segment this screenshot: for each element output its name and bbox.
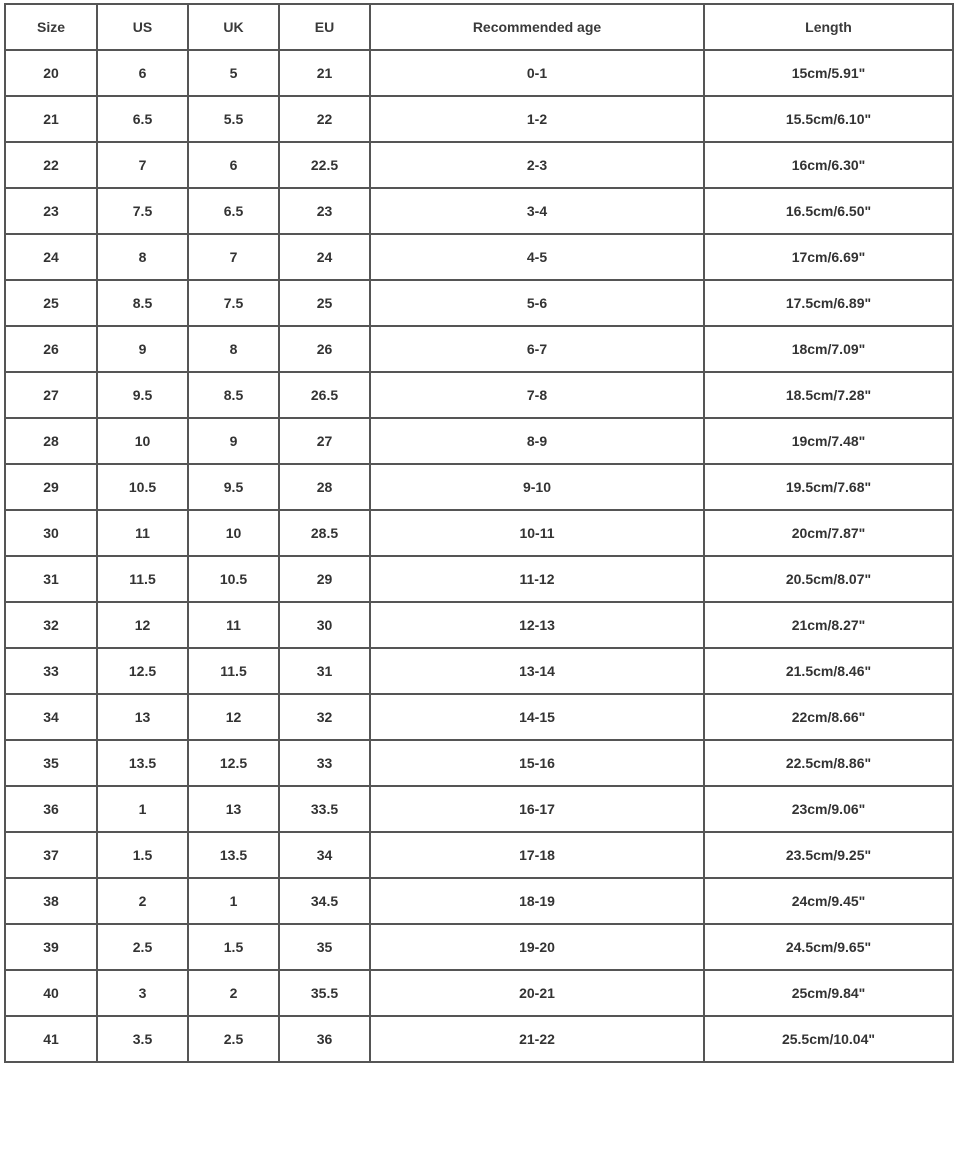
recommended-age-cell: 13-14 [370, 648, 704, 694]
size-cell: 21 [5, 96, 97, 142]
uk-cell: 5 [188, 50, 279, 96]
recommended-age-cell: 21-22 [370, 1016, 704, 1062]
size-cell: 31 [5, 556, 97, 602]
uk-cell: 2 [188, 970, 279, 1016]
length-cell: 21cm/8.27" [704, 602, 953, 648]
us-cell: 10.5 [97, 464, 188, 510]
size-cell: 23 [5, 188, 97, 234]
recommended-age-cell: 20-21 [370, 970, 704, 1016]
size-cell: 33 [5, 648, 97, 694]
us-cell: 3.5 [97, 1016, 188, 1062]
size-cell: 35 [5, 740, 97, 786]
length-cell: 15cm/5.91" [704, 50, 953, 96]
recommended-age-cell: 0-1 [370, 50, 704, 96]
uk-cell: 10.5 [188, 556, 279, 602]
length-cell: 20.5cm/8.07" [704, 556, 953, 602]
uk-cell: 13 [188, 786, 279, 832]
uk-cell: 5.5 [188, 96, 279, 142]
table-row [5, 464, 953, 510]
recommended-age-cell: 10-11 [370, 510, 704, 556]
size-cell: 26 [5, 326, 97, 372]
size-chart-table [4, 3, 954, 1063]
recommended-age-cell: 1-2 [370, 96, 704, 142]
length-cell: 23cm/9.06" [704, 786, 953, 832]
us-cell: 7.5 [97, 188, 188, 234]
uk-cell: 11 [188, 602, 279, 648]
table-row [5, 510, 953, 556]
us-cell: 8.5 [97, 280, 188, 326]
us-cell: 12 [97, 602, 188, 648]
table-row [5, 418, 953, 464]
header-length: Length [704, 4, 953, 50]
table-row [5, 740, 953, 786]
uk-cell: 8.5 [188, 372, 279, 418]
eu-cell: 29 [279, 556, 370, 602]
recommended-age-cell: 6-7 [370, 326, 704, 372]
table-row [5, 372, 953, 418]
uk-cell: 13.5 [188, 832, 279, 878]
length-cell: 25.5cm/10.04" [704, 1016, 953, 1062]
us-cell: 9 [97, 326, 188, 372]
eu-cell: 33 [279, 740, 370, 786]
us-cell: 8 [97, 234, 188, 280]
recommended-age-cell: 8-9 [370, 418, 704, 464]
eu-cell: 27 [279, 418, 370, 464]
table-row [5, 648, 953, 694]
table-row [5, 602, 953, 648]
recommended-age-cell: 14-15 [370, 694, 704, 740]
recommended-age-cell: 4-5 [370, 234, 704, 280]
us-cell: 13.5 [97, 740, 188, 786]
length-cell: 24cm/9.45" [704, 878, 953, 924]
header-size: Size [5, 4, 97, 50]
table-row [5, 786, 953, 832]
length-cell: 22.5cm/8.86" [704, 740, 953, 786]
length-cell: 20cm/7.87" [704, 510, 953, 556]
us-cell: 11 [97, 510, 188, 556]
header-us: US [97, 4, 188, 50]
length-cell: 15.5cm/6.10" [704, 96, 953, 142]
length-cell: 24.5cm/9.65" [704, 924, 953, 970]
size-cell: 25 [5, 280, 97, 326]
uk-cell: 7.5 [188, 280, 279, 326]
length-cell: 23.5cm/9.25" [704, 832, 953, 878]
eu-cell: 35.5 [279, 970, 370, 1016]
uk-cell: 1.5 [188, 924, 279, 970]
uk-cell: 11.5 [188, 648, 279, 694]
recommended-age-cell: 3-4 [370, 188, 704, 234]
us-cell: 6 [97, 50, 188, 96]
eu-cell: 28.5 [279, 510, 370, 556]
us-cell: 7 [97, 142, 188, 188]
uk-cell: 6.5 [188, 188, 279, 234]
eu-cell: 34.5 [279, 878, 370, 924]
recommended-age-cell: 17-18 [370, 832, 704, 878]
length-cell: 19.5cm/7.68" [704, 464, 953, 510]
size-cell: 41 [5, 1016, 97, 1062]
us-cell: 12.5 [97, 648, 188, 694]
table-header-row [5, 4, 953, 50]
length-cell: 18.5cm/7.28" [704, 372, 953, 418]
table-row [5, 188, 953, 234]
uk-cell: 6 [188, 142, 279, 188]
length-cell: 17.5cm/6.89" [704, 280, 953, 326]
table-row [5, 1016, 953, 1062]
size-cell: 34 [5, 694, 97, 740]
uk-cell: 12 [188, 694, 279, 740]
uk-cell: 8 [188, 326, 279, 372]
us-cell: 9.5 [97, 372, 188, 418]
recommended-age-cell: 7-8 [370, 372, 704, 418]
length-cell: 25cm/9.84" [704, 970, 953, 1016]
table-row [5, 234, 953, 280]
us-cell: 2.5 [97, 924, 188, 970]
recommended-age-cell: 11-12 [370, 556, 704, 602]
size-cell: 38 [5, 878, 97, 924]
table-row [5, 878, 953, 924]
uk-cell: 7 [188, 234, 279, 280]
recommended-age-cell: 9-10 [370, 464, 704, 510]
eu-cell: 24 [279, 234, 370, 280]
size-cell: 29 [5, 464, 97, 510]
length-cell: 17cm/6.69" [704, 234, 953, 280]
uk-cell: 12.5 [188, 740, 279, 786]
eu-cell: 25 [279, 280, 370, 326]
eu-cell: 36 [279, 1016, 370, 1062]
table-row [5, 96, 953, 142]
us-cell: 3 [97, 970, 188, 1016]
table-row [5, 50, 953, 96]
eu-cell: 30 [279, 602, 370, 648]
recommended-age-cell: 5-6 [370, 280, 704, 326]
eu-cell: 33.5 [279, 786, 370, 832]
eu-cell: 32 [279, 694, 370, 740]
size-cell: 30 [5, 510, 97, 556]
eu-cell: 26.5 [279, 372, 370, 418]
recommended-age-cell: 15-16 [370, 740, 704, 786]
length-cell: 16cm/6.30" [704, 142, 953, 188]
recommended-age-cell: 19-20 [370, 924, 704, 970]
table-row [5, 832, 953, 878]
eu-cell: 21 [279, 50, 370, 96]
size-cell: 40 [5, 970, 97, 1016]
eu-cell: 22.5 [279, 142, 370, 188]
uk-cell: 9.5 [188, 464, 279, 510]
size-cell: 39 [5, 924, 97, 970]
uk-cell: 2.5 [188, 1016, 279, 1062]
eu-cell: 23 [279, 188, 370, 234]
recommended-age-cell: 16-17 [370, 786, 704, 832]
uk-cell: 9 [188, 418, 279, 464]
table-row [5, 280, 953, 326]
recommended-age-cell: 18-19 [370, 878, 704, 924]
table-row [5, 142, 953, 188]
table-body [5, 50, 953, 1062]
table-row [5, 924, 953, 970]
header-eu: EU [279, 4, 370, 50]
us-cell: 1.5 [97, 832, 188, 878]
recommended-age-cell: 12-13 [370, 602, 704, 648]
recommended-age-cell: 2-3 [370, 142, 704, 188]
eu-cell: 22 [279, 96, 370, 142]
us-cell: 2 [97, 878, 188, 924]
us-cell: 11.5 [97, 556, 188, 602]
eu-cell: 31 [279, 648, 370, 694]
eu-cell: 28 [279, 464, 370, 510]
table-row [5, 970, 953, 1016]
size-cell: 28 [5, 418, 97, 464]
us-cell: 10 [97, 418, 188, 464]
length-cell: 21.5cm/8.46" [704, 648, 953, 694]
us-cell: 1 [97, 786, 188, 832]
us-cell: 13 [97, 694, 188, 740]
eu-cell: 35 [279, 924, 370, 970]
size-cell: 36 [5, 786, 97, 832]
size-cell: 24 [5, 234, 97, 280]
size-cell: 32 [5, 602, 97, 648]
uk-cell: 1 [188, 878, 279, 924]
table-row [5, 694, 953, 740]
length-cell: 22cm/8.66" [704, 694, 953, 740]
uk-cell: 10 [188, 510, 279, 556]
us-cell: 6.5 [97, 96, 188, 142]
size-cell: 27 [5, 372, 97, 418]
eu-cell: 34 [279, 832, 370, 878]
table-row [5, 326, 953, 372]
header-recommended-age: Recommended age [370, 4, 704, 50]
size-cell: 20 [5, 50, 97, 96]
length-cell: 18cm/7.09" [704, 326, 953, 372]
header-uk: UK [188, 4, 279, 50]
length-cell: 19cm/7.48" [704, 418, 953, 464]
eu-cell: 26 [279, 326, 370, 372]
size-cell: 37 [5, 832, 97, 878]
size-cell: 22 [5, 142, 97, 188]
table-row [5, 556, 953, 602]
length-cell: 16.5cm/6.50" [704, 188, 953, 234]
